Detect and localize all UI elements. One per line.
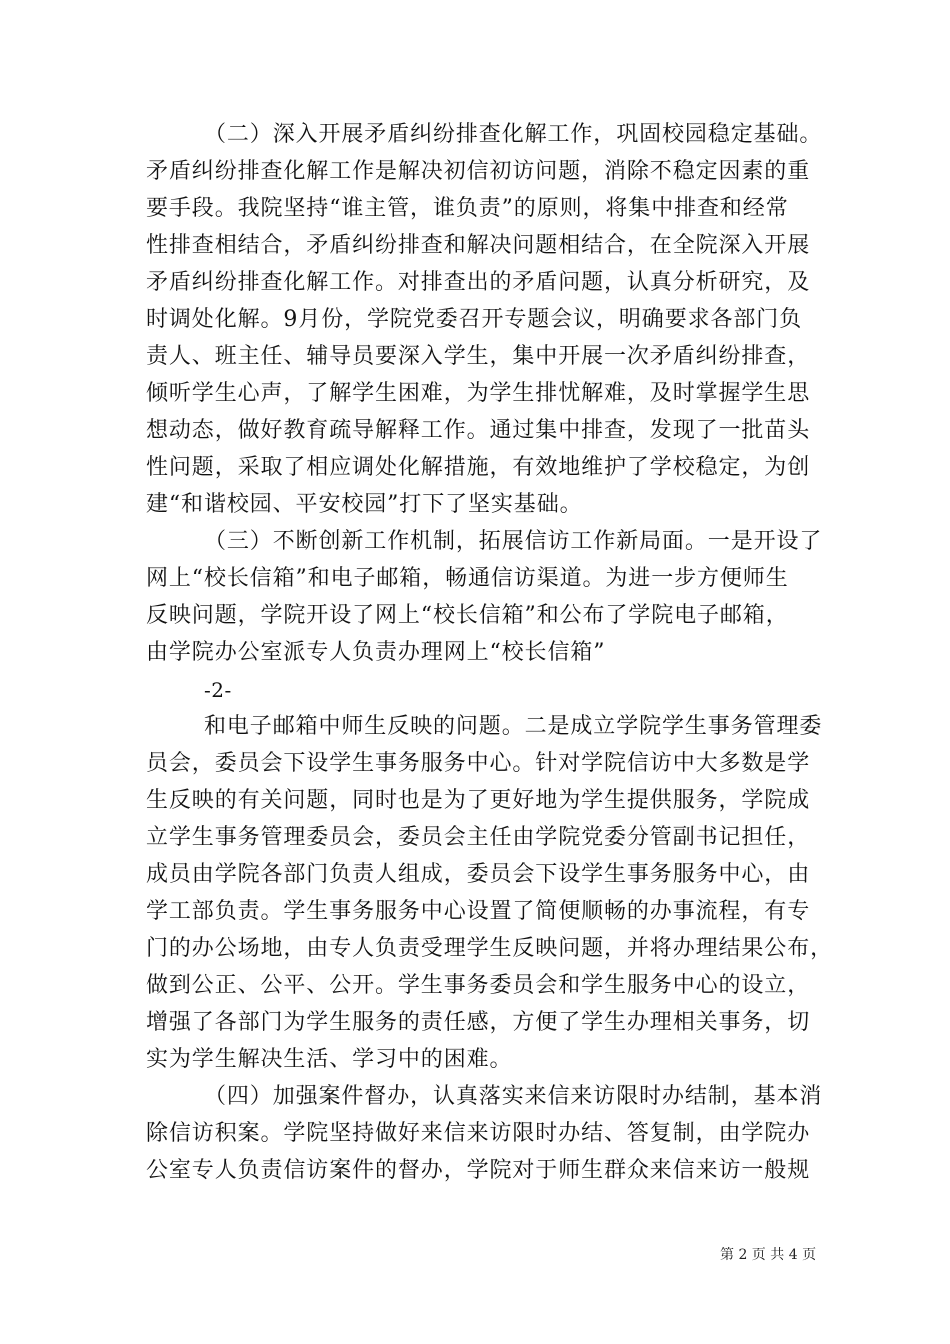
- paragraph-line: 责人、班主任、辅导员要深入学生，集中开展一次矛盾纠纷排查，: [146, 344, 811, 369]
- inline-page-marker: -2-: [204, 678, 232, 702]
- paragraph-line: 成员由学院各部门负责人组成，委员会下设学生事务服务中心，由: [146, 862, 811, 887]
- paragraph-line: 实为学生解决生活、学习中的困难。: [146, 1047, 513, 1072]
- paragraph-line: 矛盾纠纷排查化解工作是解决初信初访问题，消除不稳定因素的重: [146, 159, 811, 184]
- paragraph-line: 性问题，采取了相应调处化解措施，有效地维护了学校稳定，为创: [146, 455, 811, 480]
- paragraph-line: 做到公正、公平、公开。学生事务委员会和学生服务中心的设立，: [146, 973, 811, 998]
- paragraph-line: 矛盾纠纷排查化解工作。对排查出的矛盾问题，认真分析研究，及: [146, 270, 811, 295]
- paragraph-line: 时调处化解。9月份，学院党委召开专题会议，明确要求各部门负: [146, 307, 803, 332]
- paragraph-line: 学工部负责。学生事务服务中心设置了简便顺畅的办事流程，有专: [146, 899, 811, 924]
- paragraph-line: 建“和谐校园、平安校园”打下了坚实基础。: [146, 492, 583, 517]
- paragraph-line: 要手段。我院坚持“谁主管，谁负责”的原则，将集中排查和经常: [146, 196, 789, 221]
- paragraph-line: 和电子邮箱中师生反映的问题。二是成立学院学生事务管理委: [204, 714, 823, 739]
- paragraph-line: 想动态，做好教育疏导解释工作。通过集中排查，发现了一批苗头: [146, 418, 811, 443]
- paragraph-line: （二）深入开展矛盾纠纷排查化解工作，巩固校园稳定基础。: [204, 122, 823, 147]
- paragraph-line: （四）加强案件督办，认真落实来信来访限时办结制，基本消: [204, 1084, 823, 1109]
- paragraph-line: （三）不断创新工作机制，拓展信访工作新局面。一是开设了: [204, 529, 823, 554]
- paragraph-line: 生反映的有关问题，同时也是为了更好地为学生提供服务，学院成: [146, 788, 811, 813]
- paragraph-line: 性排查相结合，矛盾纠纷排查和解决问题相结合，在全院深入开展: [146, 233, 811, 258]
- paragraph-line: 反映问题，学院开设了网上“校长信箱”和公布了学院电子邮箱，: [146, 603, 789, 628]
- paragraph-line: 网上“校长信箱”和电子邮箱，畅通信访渠道。为进一步方便师生: [146, 566, 789, 591]
- page-number-footer: 第 2 页 共 4 页: [720, 1247, 817, 1263]
- paragraph-line: 倾听学生心声，了解学生困难，为学生排忧解难，及时掌握学生思: [146, 381, 811, 406]
- paragraph-line: 增强了各部门为学生服务的责任感，方便了学生办理相关事务，切: [146, 1010, 811, 1035]
- paragraph-line: 门的办公场地，由专人负责受理学生反映问题，并将办理结果公布，: [146, 936, 834, 961]
- paragraph-line: 除信访积案。学院坚持做好来信来访限时办结、答复制，由学院办: [146, 1121, 811, 1146]
- paragraph-line: 由学院办公室派专人负责办理网上“校长信箱”: [146, 640, 606, 665]
- paragraph-line: 员会，委员会下设学生事务服务中心。针对学院信访中大多数是学: [146, 751, 811, 776]
- paragraph-line: 立学生事务管理委员会，委员会主任由学院党委分管副书记担任，: [146, 825, 811, 850]
- paragraph-line: 公室专人负责信访案件的督办，学院对于师生群众来信来访一般规: [146, 1158, 811, 1183]
